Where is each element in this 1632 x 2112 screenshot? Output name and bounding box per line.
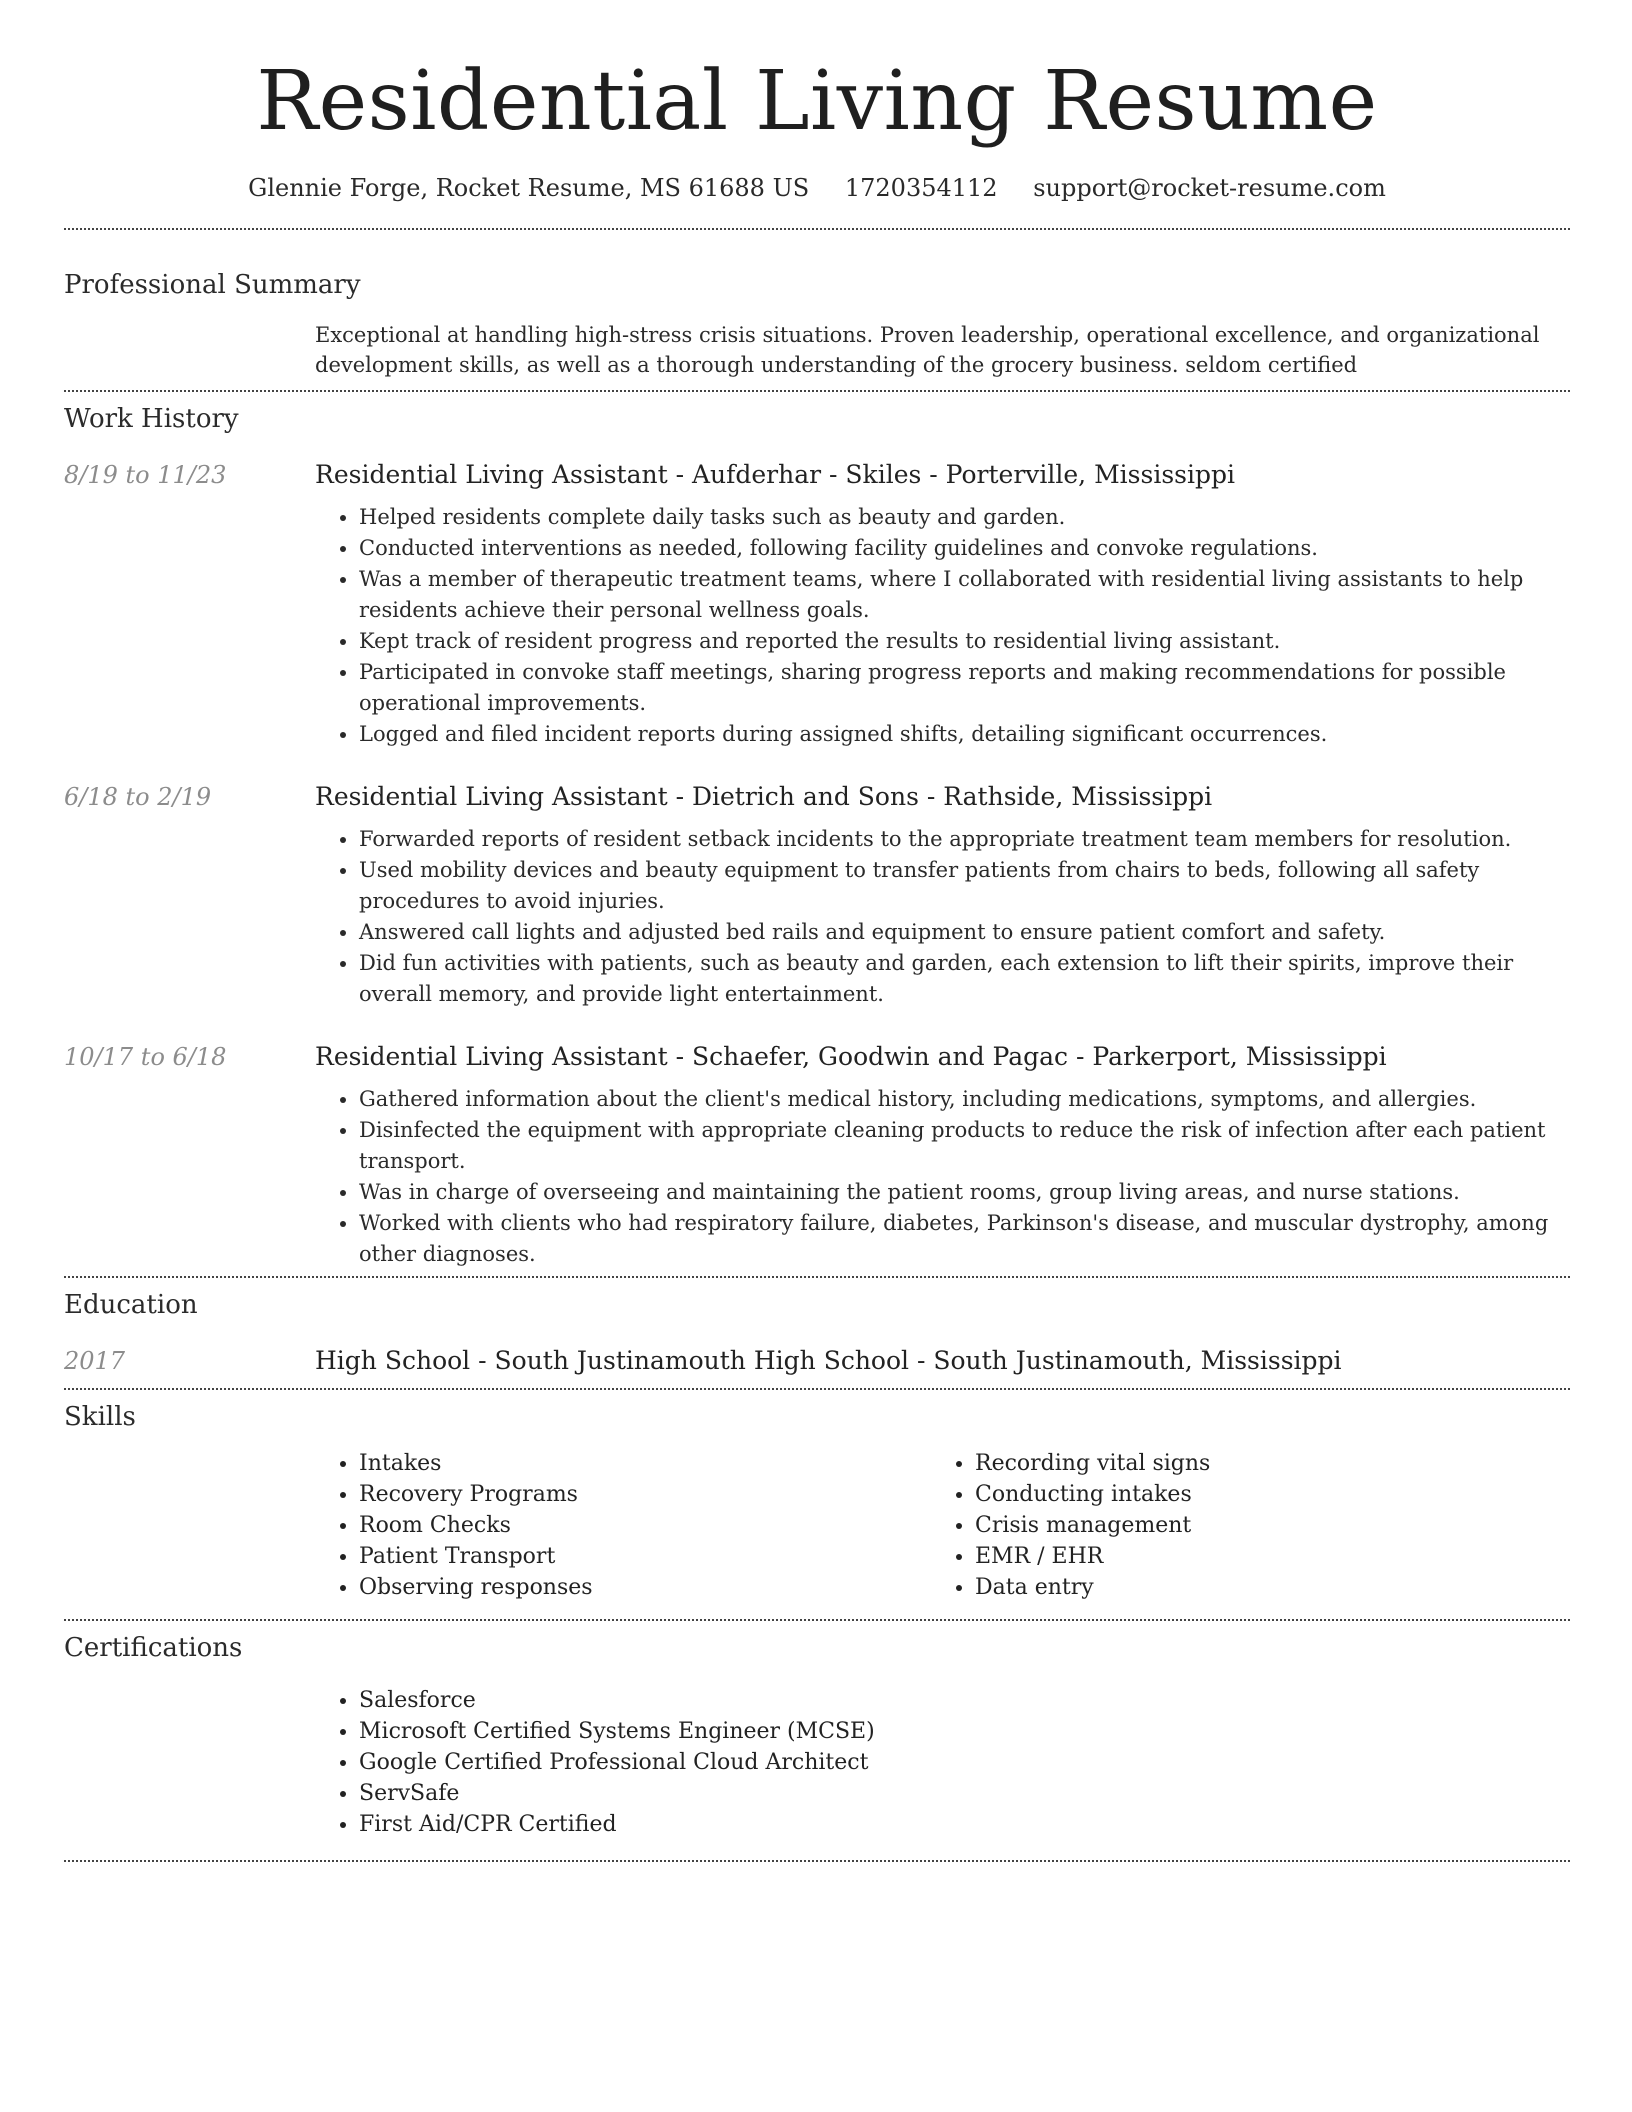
job-dates: 8/19 to 11/23 xyxy=(64,461,227,489)
list-item: • Answered call lights and adjusted bed rails and equipment to ensure patient comfort and safety. xyxy=(359,917,1570,948)
list-item: • EMR / EHR xyxy=(975,1541,1547,1572)
job-content xyxy=(315,780,1570,1010)
job-dates: 10/17 to 6/18 xyxy=(64,1043,227,1071)
list-item: • Patient Transport xyxy=(359,1541,931,1572)
section-heading-certifications: Certifications xyxy=(64,1633,243,1663)
skills-column-left xyxy=(315,1448,931,1603)
section-heading-work: Work History xyxy=(64,404,239,434)
list-item: • Salesforce xyxy=(359,1685,1570,1716)
list-item: • ServSafe xyxy=(359,1778,1570,1809)
job-title: Residential Living Assistant - Schaefer, Goodwin and Pagac - Parkerport, Mississippi xyxy=(315,1042,1387,1071)
divider xyxy=(64,1860,1570,1862)
resume-title: Residential Living Resume xyxy=(256,54,1378,149)
list-item: • Microsoft Certified Systems Engineer (MCSE) xyxy=(359,1716,1570,1747)
summary-text: Exceptional at handling high-stress crisis situations. Proven leadership, operational excellence, and organizational development skills, as well as a thorough understanding of the grocery business. seldom certified xyxy=(315,323,1540,377)
list-item: • Google Certified Professional Cloud Architect xyxy=(359,1747,1570,1778)
list-item: • Recovery Programs xyxy=(359,1479,931,1510)
education-year: 2017 xyxy=(64,1347,126,1375)
list-item: • Conducting intakes xyxy=(975,1479,1547,1510)
skills-list xyxy=(64,1448,1570,1603)
job-bullets xyxy=(315,1084,1570,1270)
job-entry xyxy=(64,458,1570,750)
contact-address: Glennie Forge, Rocket Resume, MS 61688 US xyxy=(248,174,810,202)
job-dates: 6/18 to 2/19 xyxy=(64,783,212,811)
list-item: • Logged and filed incident reports during assigned shifts, detailing significant occurrences. xyxy=(359,719,1570,750)
contact-line xyxy=(64,172,1570,204)
skills-column-right xyxy=(931,1448,1547,1603)
job-title: Residential Living Assistant - Aufderhar - Skiles - Porterville, Mississippi xyxy=(315,460,1235,489)
list-item: • Intakes xyxy=(359,1448,931,1479)
list-item: • First Aid/CPR Certified xyxy=(359,1809,1570,1840)
list-item: • Kept track of resident progress and reported the results to residential living assistant. xyxy=(359,626,1570,657)
list-item: • Crisis management xyxy=(975,1510,1547,1541)
job-entry xyxy=(64,1040,1570,1270)
list-item: • Participated in convoke staff meetings, sharing progress reports and making recommendations for possible operational improvements. xyxy=(359,657,1570,719)
list-item: • Forwarded reports of resident setback incidents to the appropriate treatment team members for resolution. xyxy=(359,824,1570,855)
section-heading-summary: Professional Summary xyxy=(64,270,361,300)
certifications-items xyxy=(315,1685,1570,1840)
list-item: • Data entry xyxy=(975,1572,1547,1603)
contact-email: support@rocket-resume.com xyxy=(1033,174,1386,202)
education-entry xyxy=(64,1344,1570,1378)
list-item: • Room Checks xyxy=(359,1510,931,1541)
resume-page xyxy=(64,0,1570,1862)
education-detail: High School - South Justinamouth High School - South Justinamouth, Mississippi xyxy=(315,1346,1342,1375)
list-item: • Helped residents complete daily tasks such as beauty and garden. xyxy=(359,502,1570,533)
contact-phone: 1720354112 xyxy=(844,174,998,202)
divider xyxy=(64,1388,1570,1390)
list-item: • Conducted interventions as needed, following facility guidelines and convoke regulations. xyxy=(359,533,1570,564)
divider xyxy=(64,1619,1570,1621)
divider xyxy=(64,1276,1570,1278)
list-item: • Recording vital signs xyxy=(975,1448,1547,1479)
job-content xyxy=(315,1040,1570,1270)
job-bullets xyxy=(315,502,1570,750)
job-bullets xyxy=(315,824,1570,1010)
section-heading-skills: Skills xyxy=(64,1402,136,1432)
divider xyxy=(64,390,1570,392)
job-entry xyxy=(64,780,1570,1010)
job-content xyxy=(315,458,1570,750)
list-item: • Worked with clients who had respiratory failure, diabetes, Parkinson's disease, and muscular dystrophy, among other diagnoses. xyxy=(359,1208,1570,1270)
list-item: • Disinfected the equipment with appropriate cleaning products to reduce the risk of infection after each patient transport. xyxy=(359,1115,1570,1177)
divider xyxy=(64,228,1570,230)
list-item: • Was a member of therapeutic treatment teams, where I collaborated with residential living assistants to help residents achieve their personal wellness goals. xyxy=(359,564,1570,626)
list-item: • Used mobility devices and beauty equipment to transfer patients from chairs to beds, following all safety procedures to avoid injuries. xyxy=(359,855,1570,917)
job-title: Residential Living Assistant - Dietrich and Sons - Rathside, Mississippi xyxy=(315,782,1213,811)
section-heading-education: Education xyxy=(64,1290,198,1320)
list-item: • Gathered information about the client's medical history, including medications, symptoms, and allergies. xyxy=(359,1084,1570,1115)
list-item: • Was in charge of overseeing and maintaining the patient rooms, group living areas, and nurse stations. xyxy=(359,1177,1570,1208)
list-item: • Did fun activities with patients, such as beauty and garden, each extension to lift their spirits, improve their overall memory, and provide light entertainment. xyxy=(359,948,1570,1010)
list-item: • Observing responses xyxy=(359,1572,931,1603)
certifications-list xyxy=(64,1685,1570,1840)
